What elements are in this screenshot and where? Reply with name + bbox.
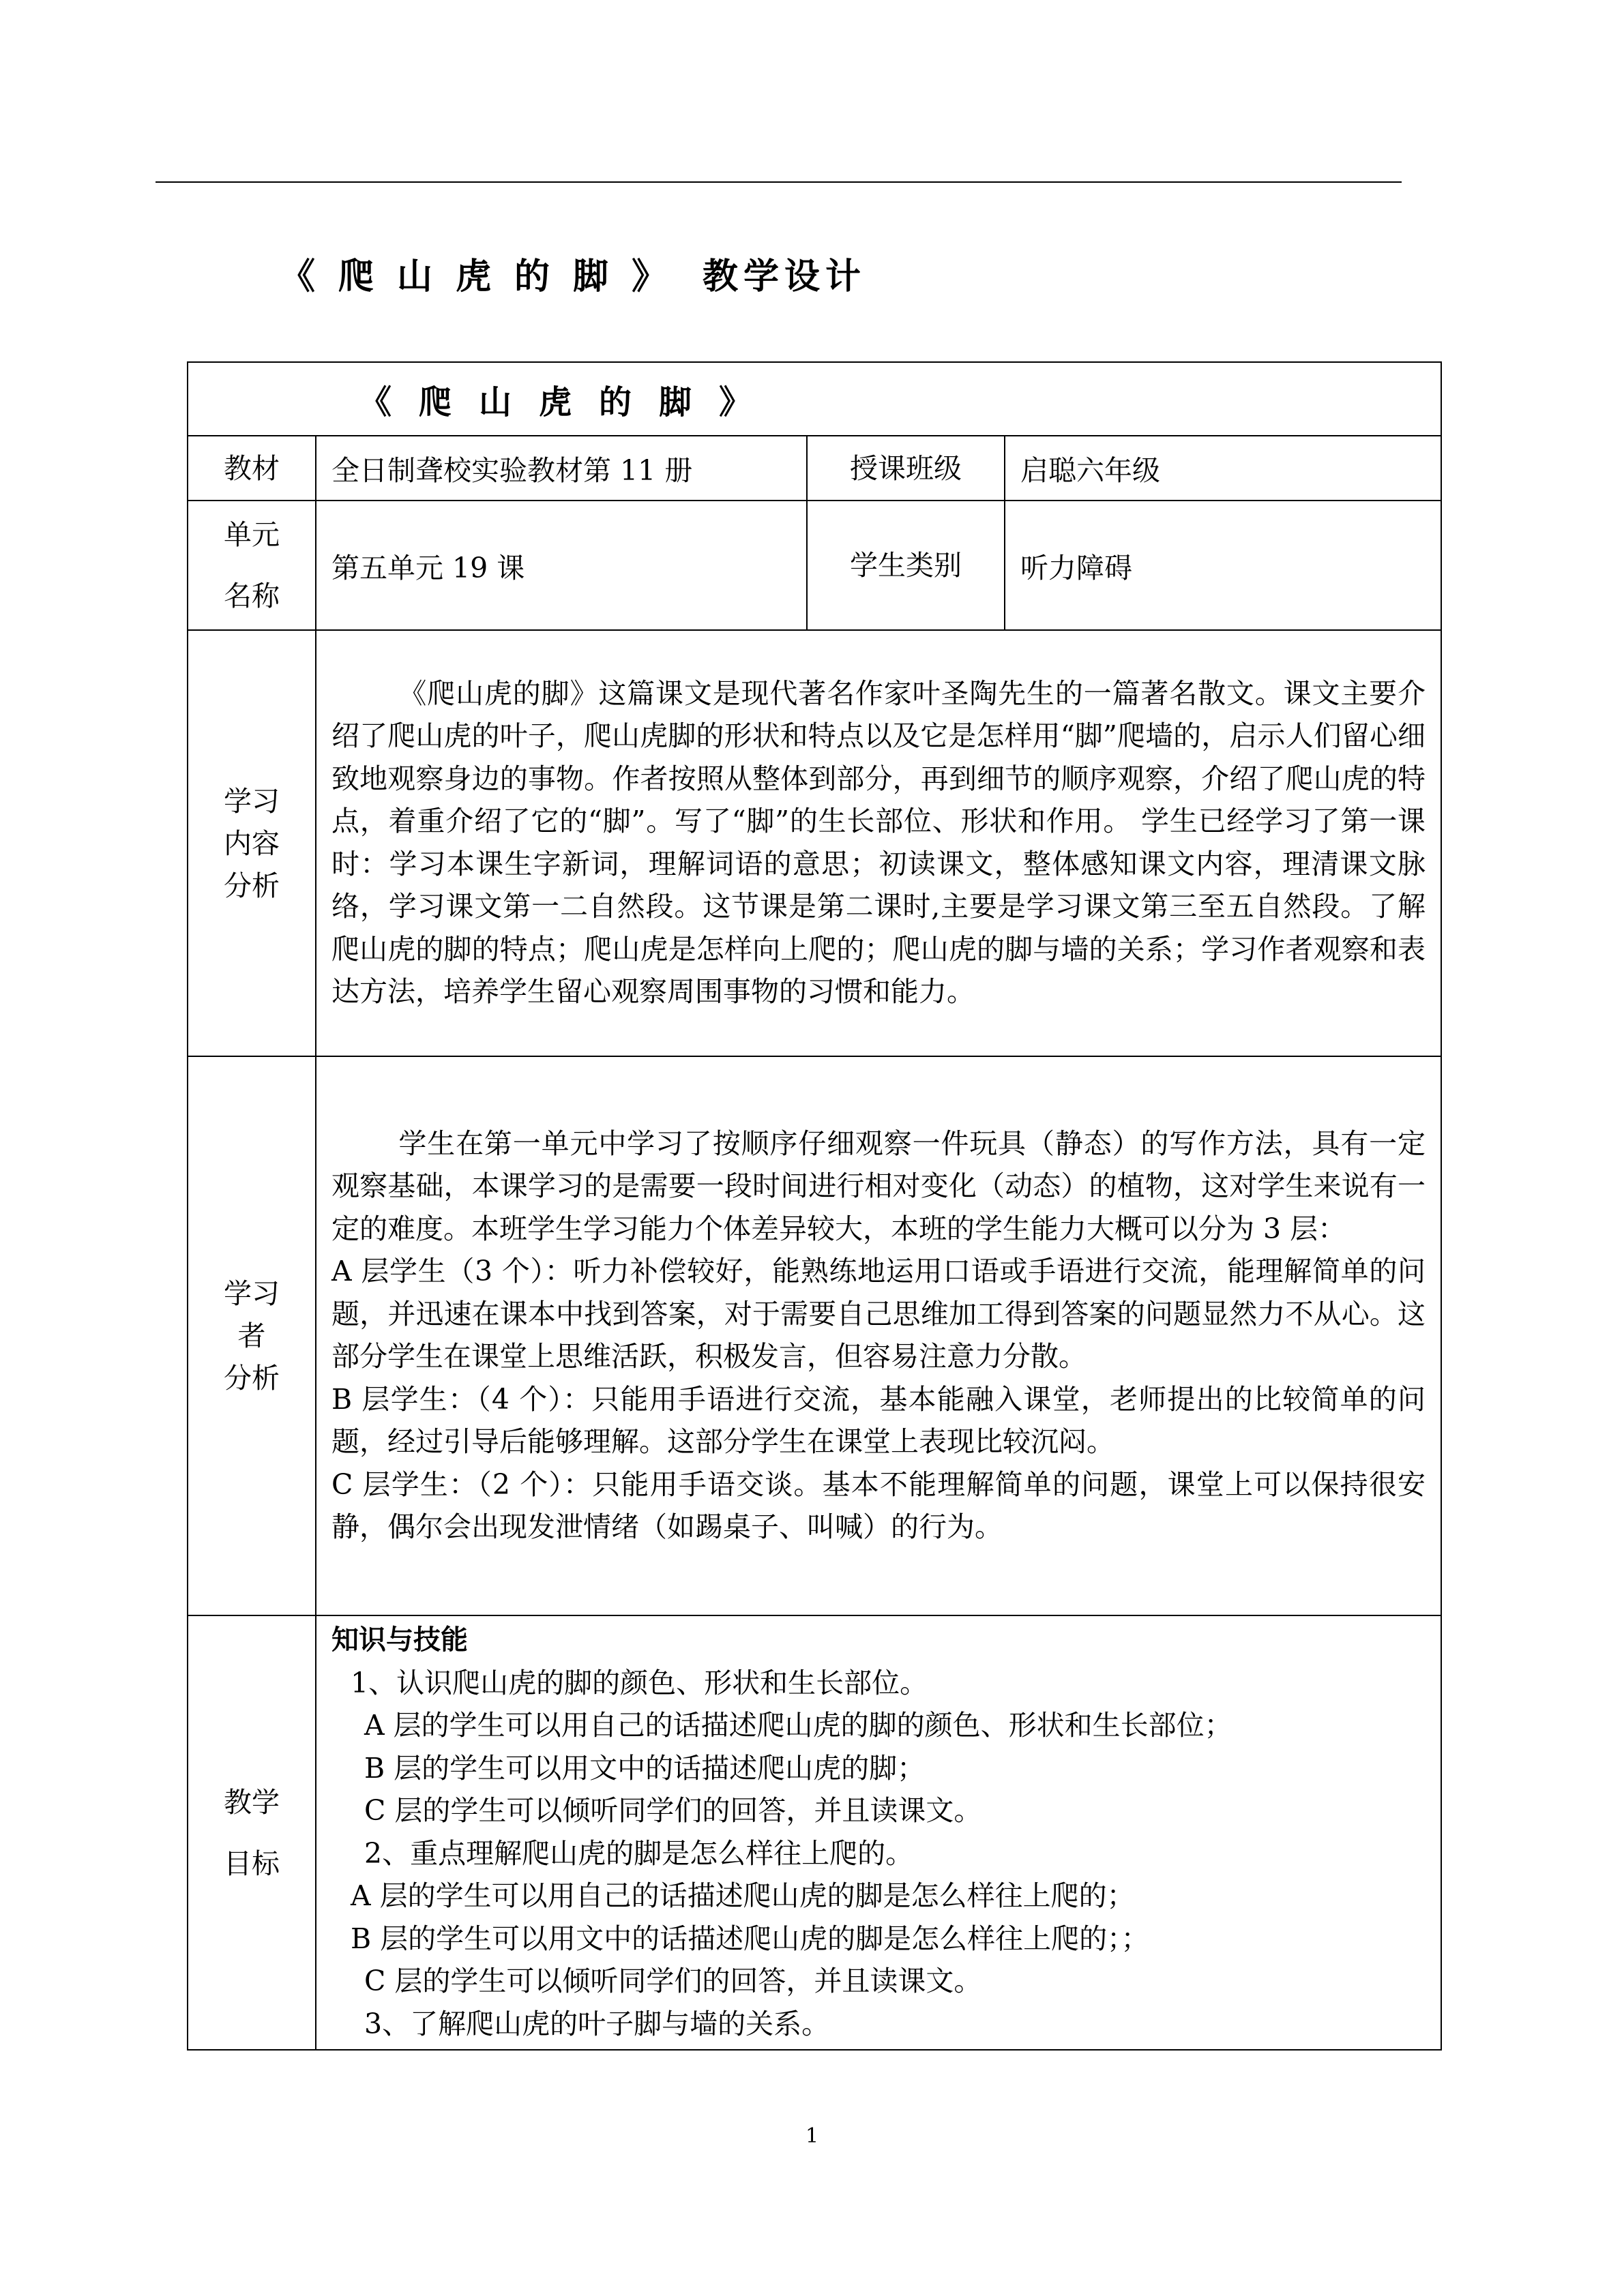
banner-row [188, 362, 1441, 436]
label-learner-analysis-line1: 学习 [224, 1277, 280, 1310]
label-class: 授课班级 [807, 436, 1005, 501]
value-unit: 第五单元 19 课 [316, 501, 807, 630]
label-learner-analysis-line3: 分析 [224, 1362, 280, 1395]
objective-item-1-b: B 层的学生可以用文中的话描述爬山虎的脚； [364, 1751, 926, 1785]
learner-analysis-row [188, 1056, 1441, 1615]
lesson-plan-table [187, 361, 1442, 2051]
objectives-row [188, 1615, 1441, 2050]
content-analysis-body [316, 630, 1441, 1056]
content-analysis-text: 《爬山虎的脚》这篇课文是现代著名作家叶圣陶先生的一篇著名散文。课文主要介绍了爬山虎的叶子，爬山虎脚的形状和特点以及它是怎样用“脚”爬墙的，启示人们留心细致地观察身边的事物。作者按照从整体到部分，再到细节的顺序观察，介绍了爬山虎的特点，着重介绍了它的“脚”。写了“脚”的生长部位、形状和作用。 学生已经学习了第一课时：学习本课生字新词，理解词语的意思；初读课文，整体感知课文内容，理清课文脉络，学习课文第一二自然段。这节课是第二课时,主要是学习课文第三至五自然段。了解爬山虎的脚的特点；爬山虎是怎样向上爬的；爬山虎的脚与墙的关系；学习作者观察和表达方法，培养学生留心观察周围事物的习惯和能力。 [331, 676, 1426, 1008]
label-content-analysis-line3: 分析 [224, 869, 280, 902]
label-objectives-line1: 教学 [224, 1785, 280, 1819]
label-objectives-line2: 目标 [224, 1847, 280, 1880]
objectives-heading: 知识与技能 [331, 1624, 468, 1656]
objective-item-2-c: C 层的学生可以倾听同学们的回答，并且读课文。 [364, 1965, 982, 1997]
label-learner-analysis-line2: 者 [237, 1320, 266, 1352]
label-student-type: 学生类别 [807, 501, 1005, 630]
content-analysis-row [188, 630, 1441, 1056]
label-unit [188, 501, 316, 630]
objective-item-1-a: A 层的学生可以用自己的话描述爬山虎的脚的颜色、形状和生长部位； [364, 1709, 1232, 1742]
label-learner-analysis [188, 1056, 316, 1615]
label-unit-line2: 名称 [224, 580, 280, 612]
label-unit-line1: 单元 [224, 518, 280, 551]
value-textbook: 全日制聋校实验教材第 11 册 [316, 436, 807, 501]
lesson-banner: 《爬山虎的脚》 [188, 362, 1441, 436]
value-student-type: 听力障碍 [1005, 501, 1441, 630]
document-title [280, 250, 866, 304]
learner-level-c: C 层学生：（2 个）：只能用手语交谈。基本不能理解简单的问题，课堂上可以保持很安静，偶尔会出现发泄情绪（如踢桌子、叫喊）的行为。 [331, 1467, 1426, 1543]
page-number: 1 [805, 2124, 819, 2148]
objective-item-1-c: C 层的学生可以倾听同学们的回答，并且读课文。 [364, 1794, 982, 1827]
info-row-textbook [188, 436, 1441, 501]
objectives-body [316, 1615, 1441, 2050]
objective-item-3: 3、了解爬山虎的叶子脚与墙的关系。 [364, 2007, 830, 2040]
document-title-name: 《爬山虎的脚》 [280, 256, 691, 297]
label-objectives [188, 1615, 316, 2050]
objective-item-1: 1、认识爬山虎的脚的颜色、形状和生长部位。 [351, 1666, 928, 1699]
learner-analysis-intro: 学生在第一单元中学习了按顺序仔细观察一件玩具（静态）的写作方法，具有一定观察基础，本课学习的是需要一段时间进行相对变化（动态）的植物，这对学生来说有一定的难度。本班学生学习能力个体差异较大，本班的学生能力大概可以分为 3 层： [331, 1127, 1426, 1245]
objective-item-2: 2、重点理解爬山虎的脚是怎么样往上爬的。 [364, 1836, 914, 1870]
info-row-unit [188, 501, 1441, 630]
value-class: 启聪六年级 [1005, 436, 1441, 501]
objective-item-2-a: A 层的学生可以用自己的话描述爬山虎的脚是怎么样往上爬的； [351, 1879, 1135, 1912]
learner-level-b: B 层学生：（4 个）：只能用手语进行交流，基本能融入课堂，老师提出的比较简单的问题，经过引导后能够理解。这部分学生在课堂上表现比较沉闷。 [331, 1382, 1426, 1458]
learner-analysis-body [316, 1056, 1441, 1615]
header-rule [156, 181, 1402, 183]
learner-level-a: A 层学生（3 个）：听力补偿较好，能熟练地运用口语或手语进行交流，能理解简单的问题，并迅速在课本中找到答案，对于需要自己思维加工得到答案的问题显然力不从心。这部分学生在课堂上思维活跃，积极发言，但容易注意力分散。 [331, 1255, 1426, 1373]
label-content-analysis-line2: 内容 [224, 826, 280, 860]
objective-item-2-b: B 层的学生可以用文中的话描述爬山虎的脚是怎么样往上爬的；； [351, 1922, 1149, 1955]
label-textbook: 教材 [188, 436, 316, 501]
label-content-analysis [188, 630, 316, 1056]
label-content-analysis-line1: 学习 [224, 784, 280, 818]
document-title-suffix: 教学设计 [703, 256, 867, 297]
